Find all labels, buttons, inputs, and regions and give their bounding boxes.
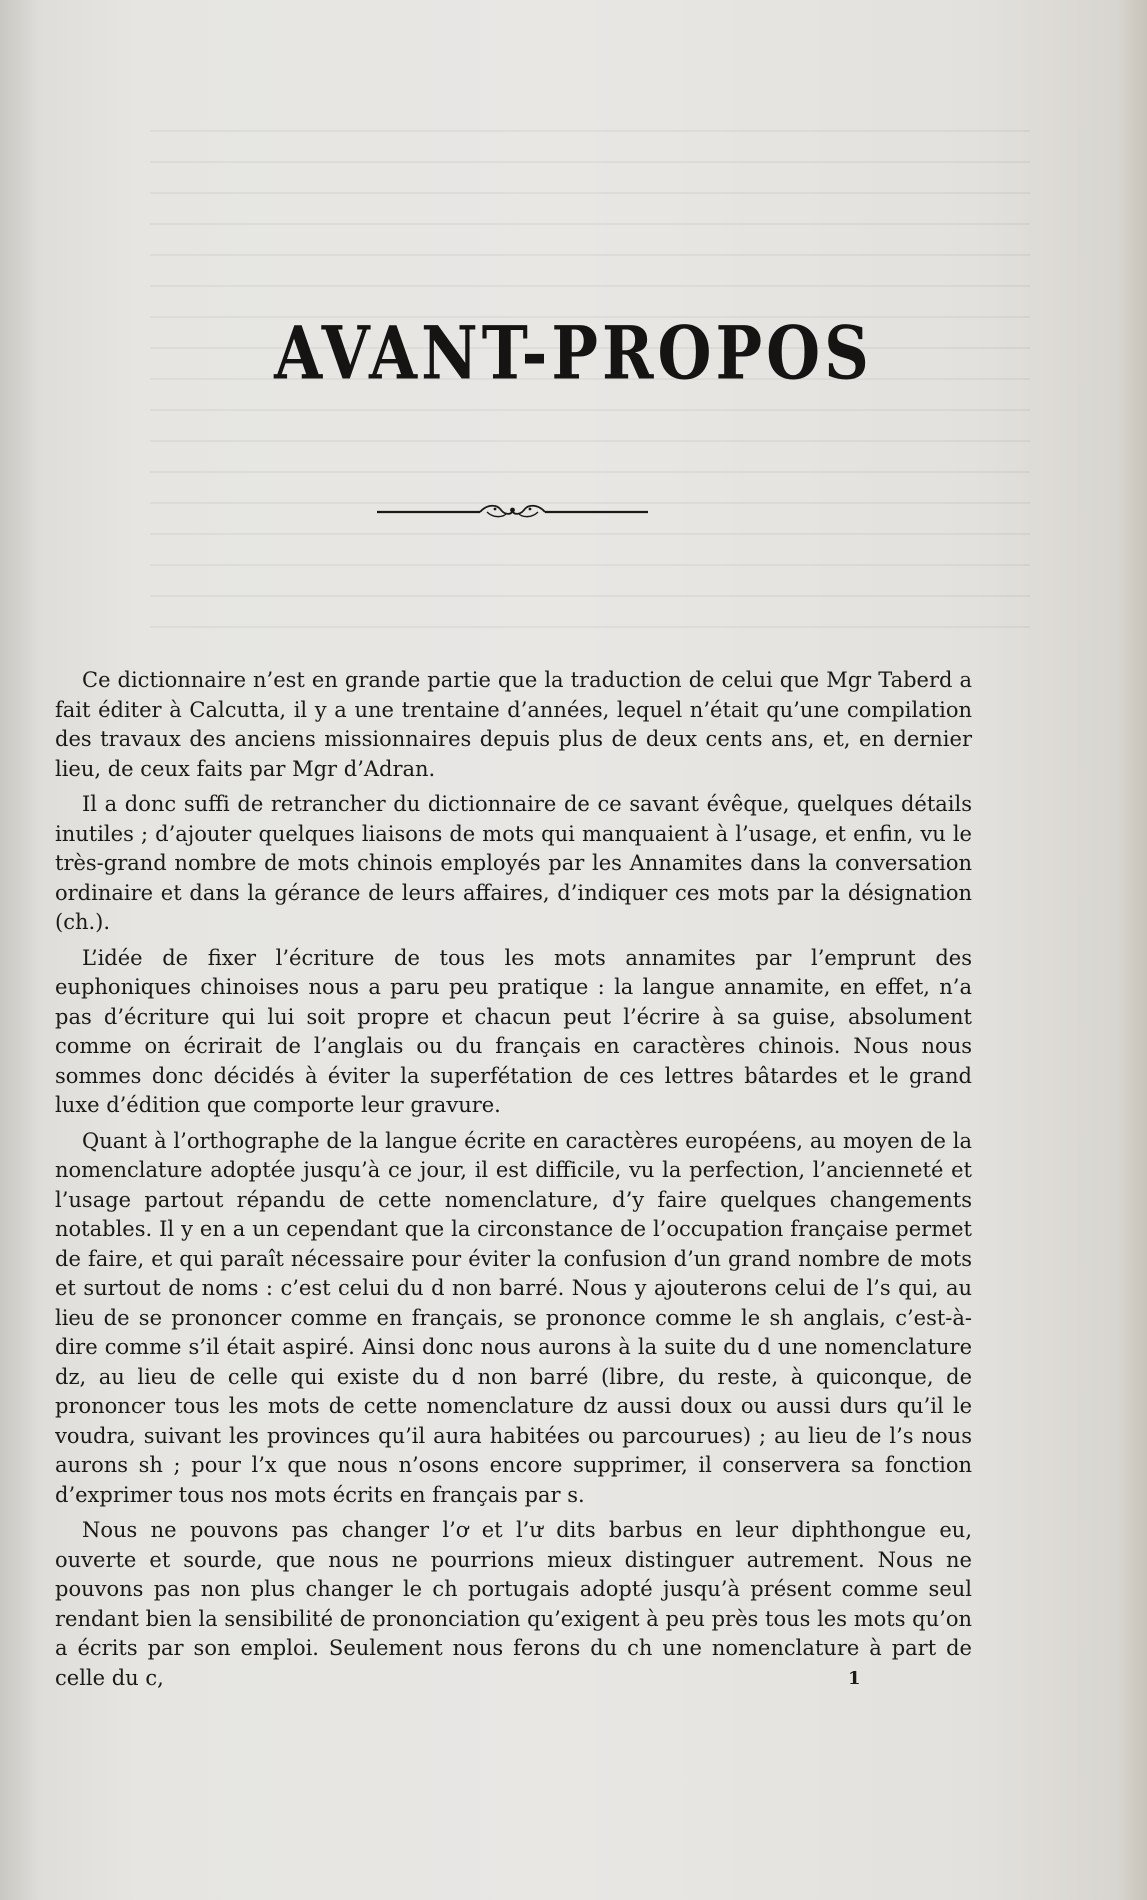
paragraph-5: Nous ne pouvons pas changer l’ơ et l’ư dits barbus en leur diphthongue eu, ouverte et sourde, que nous ne pourrions mieux distinguer autrement. Nous ne pouvons pas non plus changer le ch portugais adopté jusqu’à présent comme seul rendant bien la sensibilité de prononciation qu’exigent à peu près tous les mots qu’on a écrits par son emploi. Seulement nous ferons du ch une nomenclature à part de celle du c, [55,1518,972,1690]
paragraph-1: Ce dictionnaire n’est en grande partie que la traduction de celui que Mgr Taberd a fait éditer à Calcutta, il y a une trentaine d’années, lequel n’était qu’une compilation des travaux des anciens missionnaires depuis plus de deux cents ans, et, en dernier lieu, de ceux faits par Mgr d’Adran. [55,668,972,781]
ornament-divider-icon [375,500,650,522]
preface-body [55,666,972,1693]
page-title: AVANT-PROPOS [274,310,873,397]
page-gutter-shadow [0,0,40,1900]
paragraph-2: Il a donc suffi de retrancher du dictionnaire de ce savant évêque, quelques détails inutiles ; d’ajouter quelques liaisons de mots qui manquaient à l’usage, et enfin, vu le très-grand nombre de mots chinois employés par les Annamites dans la conversation ordinaire et dans la gérance de leurs affaires, d’indiquer ces mots par la désignation (ch.). [55,792,972,934]
page-edge-shadow [1117,0,1147,1900]
paragraph-4: Quant à l’orthographe de la langue écrite en caractères européens, au moyen de la nomenclature adoptée jusqu’à ce jour, il est difficile, vu la perfection, l’ancienneté et l’usage partout répandu de cette nomenclature, d’y faire quelques changements notables. Il y en a un cependant que la circonstance de l’occupation française permet de faire, et qui paraît nécessaire pour éviter la confusion d’un grand nombre de mots et surtout de noms : c’est celui du d non barré. Nous y ajouterons celui de l’s qui, au lieu de se prononcer comme en français, se prononce comme le sh anglais, c’est-à-dire comme s’il était aspiré. Ainsi donc nous aurons à la suite du d une nomenclature dz, au lieu de celle qui existe du d non barré (libre, du reste, à quiconque, de prononcer tous les mots de cette nomenclature dz aussi doux ou aussi durs qu’il le voudra, suivant les provinces qu’il aura habitées ou parcourues) ; au lieu de l’s nous aurons sh ; pour l’x que nous n’osons encore supprimer, il conservera sa fonction d’exprimer tous nos mots écrits en français par s. [55,1128,972,1507]
paragraph-3: L’idée de fixer l’écriture de tous les mots annamites par l’emprunt des euphoniques chinoises nous a paru peu pratique : la langue annamite, en effet, n’a pas d’écriture qui lui soit propre et chacun peut l’écrire à sa guise, absolument comme on écrirait de l’anglais ou du français en caractères chinois. Nous nous sommes donc décidés à éviter la superfétation de ces lettres bâtardes et le grand luxe d’édition que comporte leur gravure. [55,945,972,1117]
page-number: 1 [848,1668,861,1689]
